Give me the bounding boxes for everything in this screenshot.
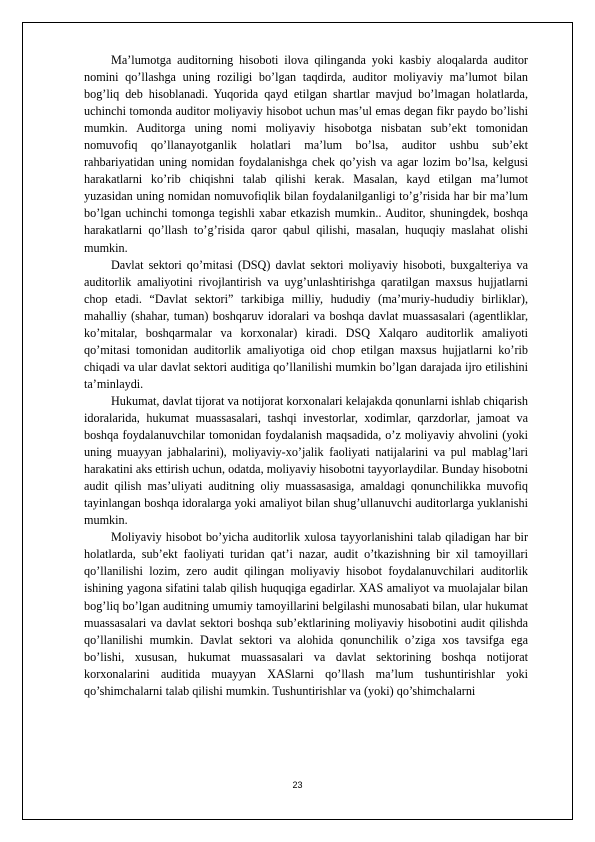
paragraph-4: Moliyaviy hisobot bo’yicha auditorlik xulosa tayyorlanishini talab qiladigan har bir holatlarda, sub’ekt faoliyati turidan qat’i nazar, audit o’tkazishning bir xil tamoyillari qo’llanilishi lozim, zero audit qilingan moliyaviy hisobot foydalanuvchilari auditorlik ishining yagona sifatini talab qilish huquqiga egadirlar. XAS amaliyot va muolajalar bilan bog’liq bo’lgan auditning umumiy tamoyillarini belgilashi munosabati bilan, ular hukumat muassasalari va davlat sektori boshqa sub’ektlarining moliyaviy hisobotini audit qilishda qo’llanilishi mumkin. Davlat sektori va alohida qonunchilik o’ziga xos tavsifga ega bo’lishi, xususan, hukumat muassasalari va davlat sektorining boshqa notijorat korxonalarini auditida muayyan XASlarni qo’llash ma’lum tushuntirishlar yoki qo’shimchalarni talab qilishi mumkin. Tushuntirishlar va (yoki) qo’shimchalarni [84,530,528,698]
document-body [84,52,528,700]
paragraph-2: Davlat sektori qo’mitasi (DSQ) davlat sektori moliyaviy hisoboti, buxgalteriya va auditorlik amaliyotini rivojlantirish va uyg’unlashtirishga qaratilgan maxsus hujjatlarni chop etadi. “Davlat sektori” tarkibiga milliy, hududiy (ma’muriy-hududiy birliklar), mahalliy (shahar, tuman) boshqaruv idoralari va boshqa davlat muassasalari (agentliklar, ko’mitalar, boshqarmalar va korxonalar) kiradi. DSQ Xalqaro auditorlik amaliyoti qo’mitasi tomonidan auditorlik amaliyotiga oid chop etilgan maxsus hujjatlarni ko’rib chiqadi va ular davlat sektori auditiga qo’llanilishi mumkin bo’lgan darajada ijro etilishini ta’minlaydi. [84,257,528,391]
paragraph-1: Ma’lumotga auditorning hisoboti ilova qilinganda yoki kasbiy aloqalarda auditor nomini qo’llashga uning roziligi bo’lgan taqdirda, auditor moliyaviy ma’lumot bilan bog’liq deb hisoblanadi. Yuqorida qayd etilgan shartlar mavjud bo’lmagan holatlarda, uchinchi tomonda auditor moliyaviy hisobot uchun mas’ul emas degan fikr paydo bo’lishi mumkin. Auditorga uning nomi moliyaviy hisobotga nisbatan sub’ekt tomonidan nomuvofiq qo’llanayotganlik holatlari ma’lum bo’lsa, auditor ushbu sub’ekt rahbariyatidan uning nomidan foydalanishga chek qo’yish va agar lozim bo’lsa, kelgusi harakatlarni ko’rib chiqishni talab qilishi kerak. Masalan, kayd etilgan ma’lumot yuzasidan uning nomidan nomuvofiqlik bilan foydalanilganligi to’g’risida har bir ma’lum bo’lgan uchinchi tomonga tegishli xabar etkazish mumkin.. Auditor, shuningdek, boshqa harakatlarni qo’llash to’g’risida qaror qabul qilishi, masalan, huquqiy maslahat olishi mumkin. [84,53,528,255]
page-number: 23 [292,780,303,790]
paragraph-3: Hukumat, davlat tijorat va notijorat korxonalari kelajakda qonunlarni ishlab chiqarish idoralarida, hukumat muassasalari, tashqi investorlar, xodimlar, qarzdorlar, jamoat va boshqa foydalanuvchilar tomonidan foydalanish maqsadida, o’z moliyaviy ahvolini (yoki uning muayyan jabhalarini), moliyaviy-xo’jalik faoliyati natijalarini va pul mablag’lari harakatini aks ettirish uchun, odatda, moliyaviy hisobotni tayyorlaydilar. Bunday hisobotni audit qilish mas’uliyati auditning oliy muassasasiga, amaldagi qonunchilikka muvofiq tayinlangan boshqa idoralarga yoki amaliyot bilan shug’ullanuvchi auditorlarga yuklanishi mumkin. [84,393,528,528]
